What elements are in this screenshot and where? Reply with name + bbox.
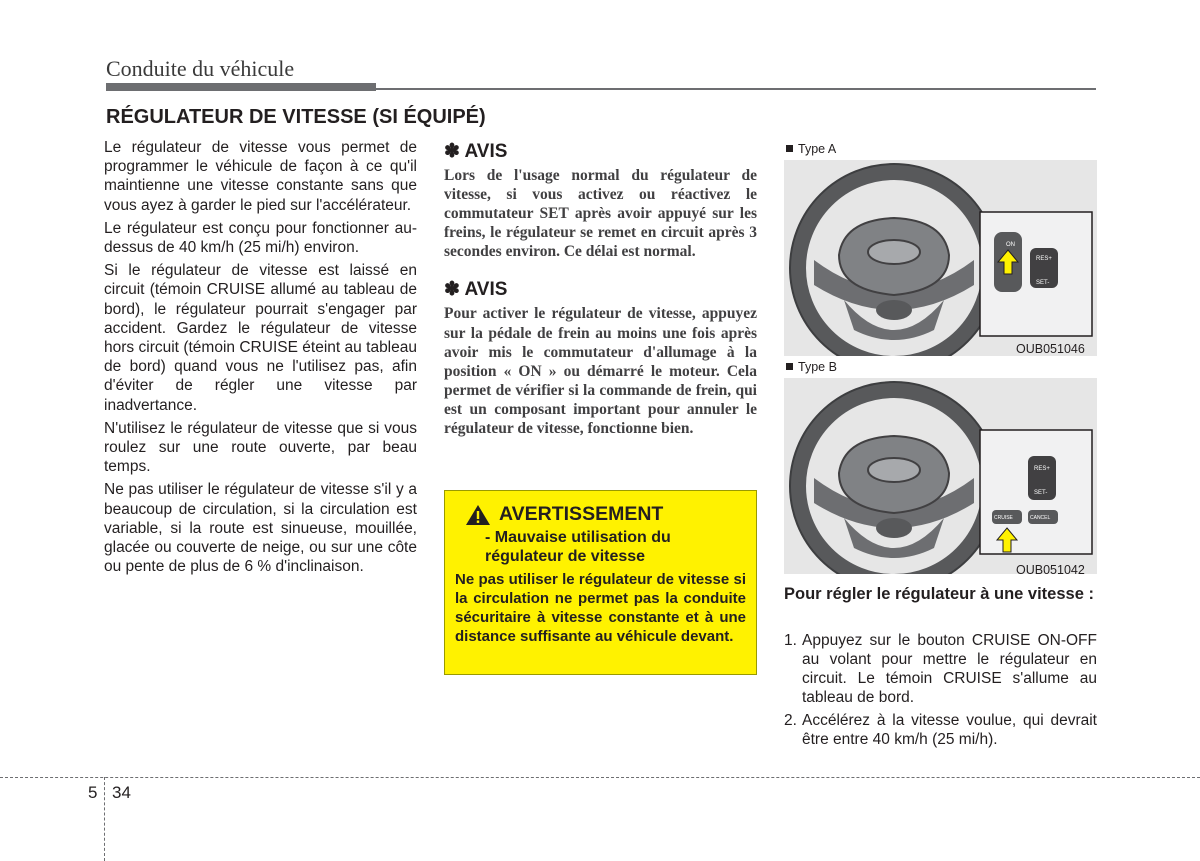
header-title: Conduite du véhicule (106, 56, 295, 81)
avis-heading: ✽ AVIS (444, 141, 508, 162)
avis-heading: ✽ AVIS (444, 279, 508, 301)
footer-divider (0, 777, 1200, 778)
step-text: Appuyez sur le bouton CRUISE ON-OFF au volant pour mettre le régulateur en circuit. Le témoin CRUISE s'allume au tableau de bord. (802, 632, 1097, 706)
figure-b-label: Type B (786, 360, 837, 374)
step-number: 2. (784, 712, 797, 729)
svg-text:ON: ON (1006, 242, 1015, 248)
warning-box (444, 490, 757, 675)
page-number: 34 (112, 783, 131, 802)
intro-column (104, 138, 417, 580)
warning-title-row (465, 503, 746, 526)
paragraph: Ne pas utiliser le régulateur de vitesse s'il y a beaucoup de circulation, si la circulation est variable, si la route est sinueuse, mouillée, glacée ou couverte de neige, ou sur une côte ou pente de plus de 6 % d'inclinaison. (104, 481, 417, 576)
svg-text:RES+: RES+ (1034, 466, 1050, 472)
svg-text:SET-: SET- (1034, 490, 1048, 496)
figure-a-steering-wheel (784, 160, 1097, 356)
steering-wheel-a-icon (784, 160, 1097, 356)
warning-body: Ne pas utiliser le régulateur de vitesse si la circulation ne permet pas la conduite sécuritaire à vitesse constante et à une distance suffisante au véhicule devant. (455, 571, 746, 645)
avis-notice (444, 279, 757, 438)
bullet-square-icon (786, 145, 793, 152)
warning-subtitle: - Mauvaise utilisation du régulateur de vitesse (485, 529, 671, 565)
svg-text:CRUISE: CRUISE (994, 515, 1013, 521)
paragraph: Si le régulateur de vitesse est laissé en circuit (témoin CRUISE allumé au tableau de bord), le régulateur pourrait s'engager par accident. Gardez le régulateur de vitesse hors circuit (témoin CRUISE éteint au tableau de bord) quand vous ne l'utilisez pas, afin d'éviter de régler une vitesse par inadvertance. (104, 262, 417, 414)
bullet-square-icon (786, 363, 793, 370)
paragraph: N'utilisez le régulateur de vitesse que si vous roulez sur une route ouverte, par beau temps. (104, 419, 417, 476)
svg-text:SET-: SET- (1036, 280, 1050, 286)
avis-notice (444, 141, 757, 261)
warning-triangle-icon (465, 504, 491, 526)
list-item (784, 711, 1097, 749)
instructions-heading: Pour régler le régulateur à une vitesse : (784, 585, 1094, 603)
figure-b-steering-wheel (784, 378, 1097, 574)
step-number: 1. (784, 632, 797, 649)
figure-a-label: Type A (786, 142, 836, 156)
paragraph: Le régulateur est conçu pour fonctionner au-dessus de 40 km/h (25 mi/h) environ. (104, 219, 417, 257)
header-rule-thin (376, 88, 1096, 90)
avis-body: Lors de l'usage normal du régulateur de vitesse, si vous activez ou réactivez le commutateur SET après avoir appuyé sur les freins, le régulateur se remet en circuit après 3 secondes environ. Ce délai est normal. (444, 167, 757, 261)
svg-text:CANCEL: CANCEL (1030, 515, 1051, 521)
svg-text:RES+: RES+ (1036, 256, 1052, 262)
paragraph: Le régulateur de vitesse vous permet de programmer le véhicule de façon à ce qu'il maintienne une vitesse constante sans que vous ayez à garder le pied sur l'accélérateur. (104, 139, 417, 214)
header-rule-thick (106, 83, 376, 91)
figure-b-code: OUB051042 (1016, 563, 1085, 577)
notices-column (444, 141, 757, 438)
figure-a-code: OUB051046 (1016, 342, 1085, 356)
steering-wheel-b-icon (784, 378, 1097, 574)
list-item (784, 631, 1097, 707)
avis-body: Pour activer le régulateur de vitesse, appuyez sur la pédale de frein au moins une fois après avoir mis le commutateur d'allumage à la position « ON » ou démarré le moteur. Cela permet de vérifier si la commande de frein, qui est un composant important pour annuler le régulateur de vitesse, fonctionne bien. (444, 305, 757, 438)
footer-vertical-divider (104, 777, 105, 861)
warning-title: AVERTISSEMENT (499, 503, 664, 525)
section-title: RÉGULATEUR DE VITESSE (SI ÉQUIPÉ) (106, 106, 486, 128)
chapter-number: 5 (88, 783, 98, 802)
instruction-steps (784, 631, 1097, 753)
step-text: Accélérez à la vitesse voulue, qui devrait être entre 40 km/h (25 mi/h). (802, 712, 1097, 748)
